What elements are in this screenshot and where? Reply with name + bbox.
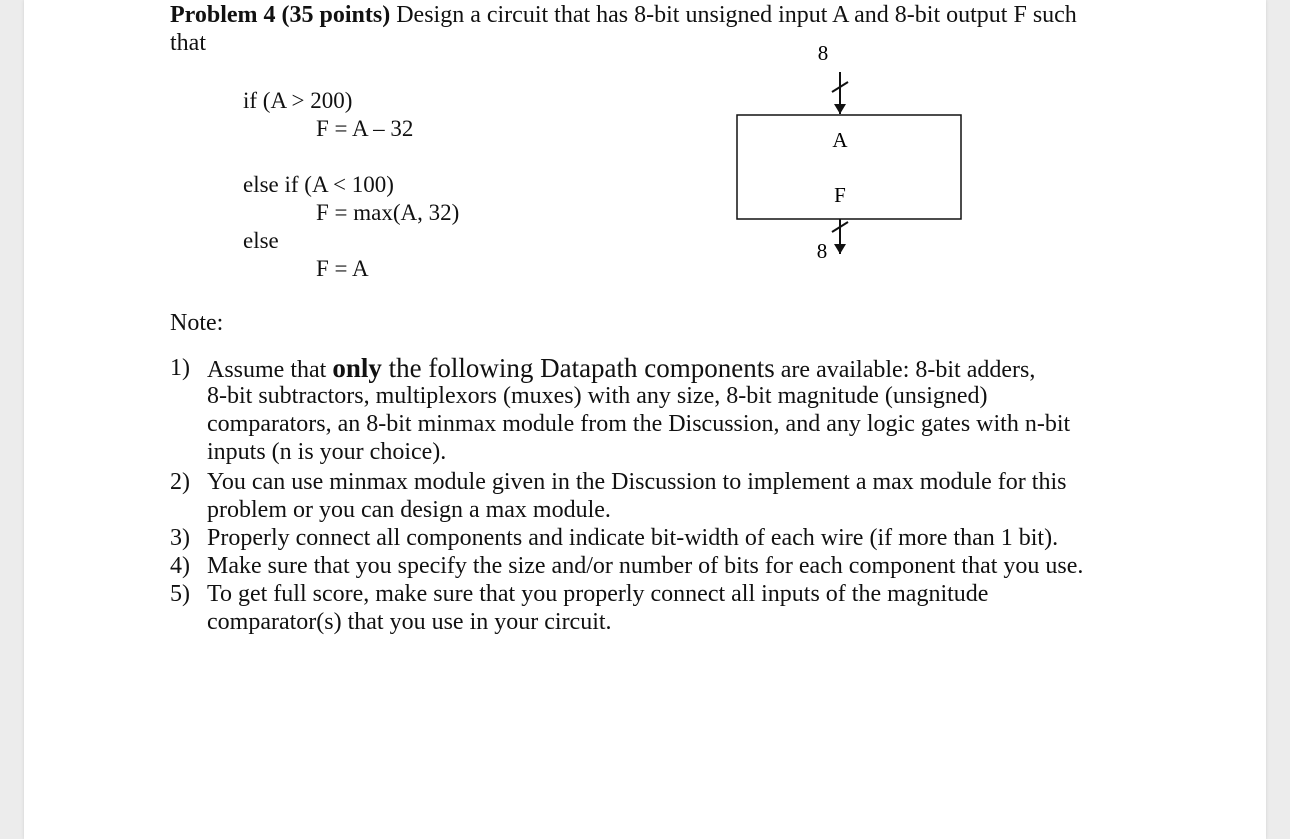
input-width-label: 8 xyxy=(817,41,829,65)
note-label: Note: xyxy=(170,310,224,336)
document-page xyxy=(24,0,1266,839)
problem-title: Problem 4 (35 points) xyxy=(170,2,391,28)
note-line: problem or you can design a max module. xyxy=(207,497,611,523)
output-width-label: 8 xyxy=(816,239,828,263)
note-line: To get full score, make sure that you properly connect all inputs of the magnitude xyxy=(207,581,989,607)
note-number: 5) xyxy=(170,581,190,607)
note-number: 2) xyxy=(170,469,190,495)
note-number: 3) xyxy=(170,525,190,551)
output-arrowhead xyxy=(834,244,846,254)
note-text xyxy=(207,552,1083,580)
note-line: Properly connect all components and indicate bit-width of each wire (if more than 1 bit). xyxy=(207,525,1059,551)
code-if-body: F = A – 32 xyxy=(316,116,414,141)
note-line: 8-bit subtractors, multiplexors (muxes) with any size, 8-bit magnitude (unsigned) xyxy=(207,383,988,409)
problem-description: Design a circuit that has 8-bit unsigned input A and 8-bit output F such xyxy=(390,2,1077,28)
circuit-block xyxy=(737,115,961,219)
code-else-body: F = A xyxy=(316,256,369,281)
note-line: inputs (n is your choice). xyxy=(207,439,447,465)
note-bold-only: only xyxy=(332,353,382,383)
note-text xyxy=(207,524,1058,552)
note-text xyxy=(207,580,988,636)
note-line: You can use minmax module given in the Discussion to implement a max module for this xyxy=(207,469,1067,495)
note-line xyxy=(207,354,1070,382)
problem-statement xyxy=(170,2,1077,29)
block-diagram xyxy=(724,36,984,268)
input-arrowhead xyxy=(834,104,846,114)
port-a-label: A xyxy=(832,128,848,152)
note-number: 1) xyxy=(170,355,190,381)
code-elseif-body: F = max(A, 32) xyxy=(316,200,460,225)
note-text xyxy=(207,354,1070,466)
note-line: comparators, an 8-bit minmax module from the Discussion, and any logic gates with n-bit xyxy=(207,411,1071,437)
code-elseif-line: else if (A < 100) xyxy=(243,172,394,197)
note-line: comparator(s) that you use in your circuit. xyxy=(207,609,612,635)
code-if-line: if (A > 200) xyxy=(243,88,353,113)
problem-document xyxy=(24,0,1266,839)
problem-description-cont: that xyxy=(170,30,206,56)
note-line-part: the following Datapath components xyxy=(381,353,775,383)
note-line-part: Assume that xyxy=(207,357,333,383)
code-else-line: else xyxy=(243,228,279,253)
note-number: 4) xyxy=(170,553,190,579)
port-f-label: F xyxy=(834,183,846,207)
note-line: Make sure that you specify the size and/or number of bits for each component that you use. xyxy=(207,553,1084,579)
note-line-part: are available: 8-bit adders, xyxy=(774,357,1036,383)
note-emphasis xyxy=(332,353,774,383)
note-text xyxy=(207,468,1066,524)
